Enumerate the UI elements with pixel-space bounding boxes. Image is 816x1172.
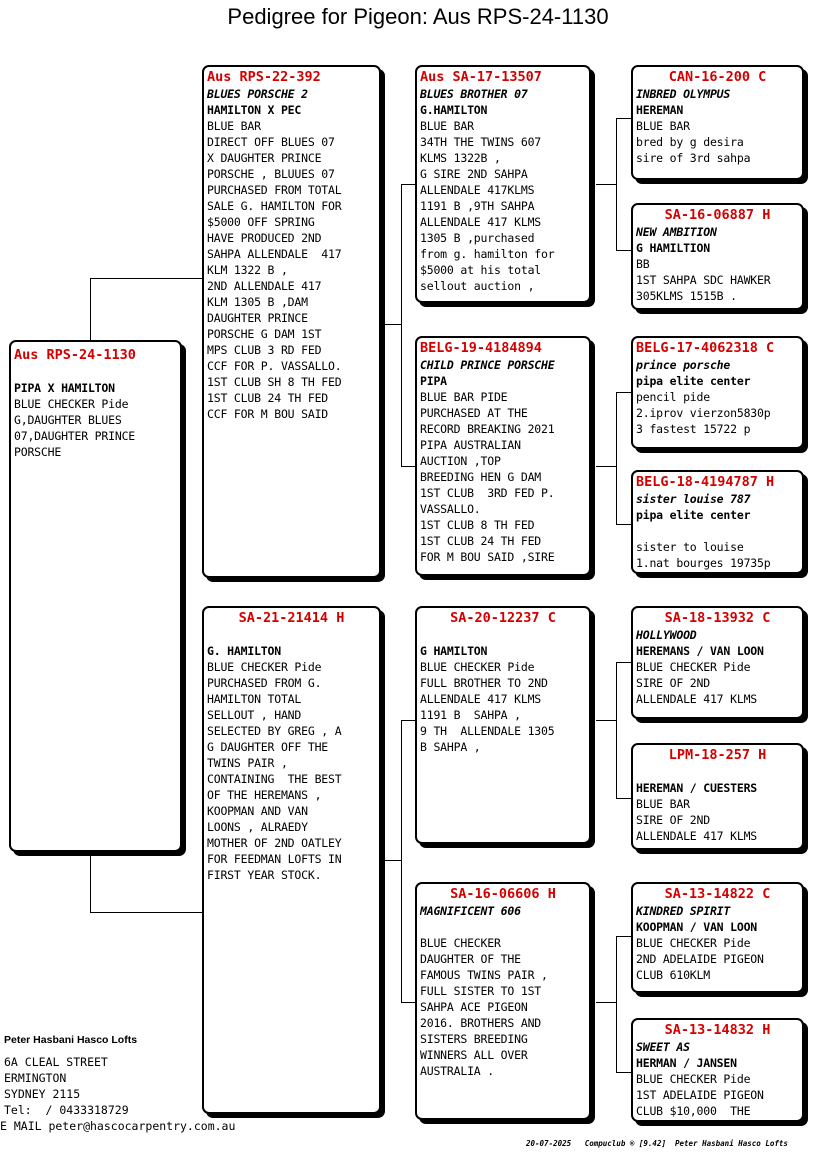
- connector-line: [616, 250, 632, 251]
- owner-address-line: SYDNEY 2115: [4, 1087, 81, 1101]
- info-line: DAUGHTER OF THE: [420, 952, 521, 966]
- breeder-line: pipa elite center: [636, 374, 751, 388]
- pigeon-name: BLUES BROTHER 07: [420, 87, 528, 101]
- info-line: sire of 3rd sahpa: [636, 151, 751, 165]
- info-line: 1ST SAHPA SDC HAWKER: [636, 273, 771, 287]
- owner-phone: Tel: / 0433318729: [4, 1103, 129, 1117]
- info-line: BLUE CHECKER: [420, 936, 501, 950]
- breeder-line: HEREMANS / VAN LOON: [636, 644, 764, 658]
- info-line: SALE G. HAMILTON FOR: [207, 199, 342, 213]
- connector-line: [616, 524, 632, 525]
- sire-sire-dam-card: [631, 203, 804, 310]
- info-line: OF THE HEREMANS ,: [207, 788, 322, 802]
- connector-line: [596, 466, 617, 467]
- info-line: bred by g desira: [636, 135, 744, 149]
- info-line: BLUE BAR: [420, 119, 474, 133]
- info-line: pencil pide: [636, 390, 710, 404]
- sire-dam-sire-card: [631, 336, 804, 449]
- info-line: PORSCHE , BLUUES 07: [207, 167, 335, 181]
- info-line: 1ST CLUB 8 TH FED: [420, 518, 535, 532]
- dam-sire-card: [415, 606, 591, 844]
- connector-line: [90, 278, 204, 279]
- info-line: HAVE PRODUCED 2ND: [207, 231, 322, 245]
- info-line: $5000 OFF SPRING: [207, 215, 315, 229]
- info-line: ALLENDALE 417 KLMS: [420, 692, 542, 706]
- info-line: 1ST CLUB SH 8 TH FED: [207, 375, 342, 389]
- dam-dam-sire-card: [631, 882, 804, 993]
- dam-dam-dam-card: [631, 1018, 804, 1122]
- info-line: KOOPMAN AND VAN: [207, 804, 308, 818]
- ring-number: CAN-16-200 C: [668, 69, 767, 85]
- breeder-line: HERMAN / JANSEN: [636, 1056, 737, 1070]
- breeder-line: G HAMILTION: [636, 241, 710, 255]
- sire-dam-card: [415, 336, 591, 576]
- info-line: FIRST YEAR STOCK.: [207, 868, 322, 882]
- ring-number: Aus RPS-22-392: [207, 69, 321, 85]
- ring-number: Aus SA-17-13507: [420, 69, 542, 85]
- breeder-line: G.HAMILTON: [420, 103, 488, 117]
- info-line: FOR M BOU SAID ,SIRE: [420, 550, 555, 564]
- info-line: PIPA AUSTRALIAN: [420, 438, 521, 452]
- info-line: DAUGHTER PRINCE: [207, 311, 308, 325]
- breeder-line: G. HAMILTON: [207, 644, 281, 658]
- info-line: BLUE BAR PIDE: [420, 390, 508, 404]
- connector-line: [381, 860, 402, 861]
- info-line: DIRECT OFF BLUES 07: [207, 135, 335, 149]
- info-line: ALLENDALE 417 KLMS: [420, 215, 542, 229]
- info-line: PURCHASED FROM TOTAL: [207, 183, 342, 197]
- connector-line: [596, 1002, 617, 1003]
- info-line: SELECTED BY GREG , A: [207, 724, 342, 738]
- info-line: [14, 364, 177, 380]
- sire-card: [202, 65, 381, 578]
- breeder-line: HEREMAN / CUESTERS: [636, 781, 758, 795]
- info-line: SIRE OF 2ND: [636, 676, 710, 690]
- info-line: B SAHPA ,: [420, 740, 481, 754]
- subject-pigeon-card: [9, 340, 182, 852]
- info-line: 1ST CLUB 3RD FED P.: [420, 486, 555, 500]
- dam-dam-card: [415, 882, 591, 1120]
- info-line: 1ST ADELAIDE PIGEON: [636, 1088, 764, 1102]
- info-line: sister to louise: [636, 540, 744, 554]
- pigeon-name: CHILD PRINCE PORSCHE: [420, 358, 555, 372]
- info-line: 3 fastest 15722 p: [636, 422, 751, 436]
- connector-line: [596, 720, 617, 721]
- info-line: BLUE CHECKER Pide: [636, 936, 751, 950]
- info-line: 2ND ADELAIDE PIGEON: [636, 952, 764, 966]
- breeder-line: HEREMAN: [636, 103, 684, 117]
- info-line: 305KLMS 1515B .: [636, 289, 737, 303]
- info-line: VASSALLO.: [420, 502, 481, 516]
- info-line: FOR FEEDMAN LOFTS IN: [207, 852, 342, 866]
- info-line: 1ST CLUB 24 TH FED: [420, 534, 542, 548]
- info-line: G,DAUGHTER BLUES: [14, 413, 122, 427]
- connector-line: [381, 324, 402, 325]
- ring-number: BELG-18-4194787 H: [636, 474, 775, 490]
- owner-email: E MAIL peter@hascocarpentry.com.au: [0, 1119, 236, 1133]
- ring-number: SA-21-21414 H: [238, 610, 345, 626]
- info-line: MOTHER OF 2ND OATLEY: [207, 836, 342, 850]
- info-line: BLUE CHECKER Pide: [420, 660, 535, 674]
- connector-line: [616, 118, 632, 119]
- info-line: ALLENDALE 417 KLMS: [636, 829, 758, 843]
- info-line: BLUE CHECKER Pide: [207, 660, 322, 674]
- info-line: RECORD BREAKING 2021: [420, 422, 555, 436]
- info-line: G DAUGHTER OFF THE: [207, 740, 329, 754]
- ring-number: LPM-18-257 H: [668, 747, 767, 763]
- info-line: CLUB 610KLM: [636, 968, 710, 982]
- ring-number: Aus RPS-24-1130: [14, 347, 136, 363]
- dam-sire-dam-card: [631, 743, 804, 850]
- info-line: AUCTION ,TOP: [420, 454, 501, 468]
- info-line: FULL SISTER TO 1ST: [420, 984, 542, 998]
- connector-line: [90, 852, 91, 912]
- info-line: BLUE CHECKER Pide: [14, 397, 129, 411]
- ring-number: SA-18-13932 C: [664, 610, 771, 626]
- info-line: PURCHASED AT THE: [420, 406, 528, 420]
- info-line: CLUB $10,000 THE: [636, 1104, 751, 1118]
- info-line: WINNERS ALL OVER: [420, 1048, 528, 1062]
- info-line: SAHPA ALLENDALE 417: [207, 247, 342, 261]
- info-line: 34TH THE TWINS 607: [420, 135, 542, 149]
- owner-name: Peter Hasbani Hasco Lofts: [4, 1034, 138, 1046]
- connector-line: [616, 392, 632, 393]
- info-line: HAMILTON TOTAL: [207, 692, 302, 706]
- connector-line: [596, 184, 617, 185]
- info-line: CONTAINING THE BEST: [207, 772, 342, 786]
- connector-line: [616, 662, 617, 798]
- info-line: BLUE BAR: [636, 119, 690, 133]
- owner-details: [0, 1034, 236, 1134]
- info-line: ALLENDALE 417KLMS: [420, 183, 535, 197]
- info-line: 1.nat bourges 19735p: [636, 556, 771, 570]
- info-line: BB: [636, 257, 650, 271]
- connector-line: [90, 278, 91, 340]
- connector-line: [616, 662, 632, 663]
- info-line: KLM 1305 B ,DAM: [207, 295, 308, 309]
- info-line: PORSCHE: [14, 445, 62, 459]
- info-line: sellout auction ,: [420, 279, 535, 293]
- info-line: 1191 B ,9TH SAHPA: [420, 199, 535, 213]
- pigeon-name: BLUES PORSCHE 2: [207, 87, 308, 101]
- info-line: [636, 523, 799, 539]
- pigeon-name: sister louise 787: [636, 492, 751, 506]
- owner-address-line: ERMINGTON: [4, 1071, 67, 1085]
- pigeon-name: INBRED OLYMPUS: [636, 87, 731, 101]
- sire-dam-dam-card: [631, 470, 804, 574]
- pigeon-name: HOLLYWOOD: [636, 628, 697, 642]
- connector-line: [616, 118, 617, 250]
- info-line: BREEDING HEN G DAM: [420, 470, 542, 484]
- info-line: KLM 1322 B ,: [207, 263, 288, 277]
- info-line: 2016. BROTHERS AND: [420, 1016, 542, 1030]
- info-line: SISTERS BREEDING: [420, 1032, 528, 1046]
- ring-number: SA-13-14822 C: [664, 886, 771, 902]
- breeder-line: HAMILTON X PEC: [207, 103, 302, 117]
- info-line: BLUE BAR: [207, 119, 261, 133]
- connector-line: [90, 912, 204, 913]
- pigeon-name: prince porsche: [636, 358, 731, 372]
- info-line: 07,DAUGHTER PRINCE: [14, 429, 136, 443]
- info-line: 1ST CLUB 24 TH FED: [207, 391, 329, 405]
- owner-address-line: 6A CLEAL STREET: [4, 1055, 108, 1069]
- info-line: from g. hamilton for: [420, 247, 555, 261]
- info-line: [636, 764, 799, 780]
- info-line: ALLENDALE 417 KLMS: [636, 692, 758, 706]
- info-line: 1305 B ,purchased: [420, 231, 535, 245]
- connector-line: [616, 798, 632, 799]
- sire-sire-card: [415, 65, 591, 303]
- breeder-line: KOOPMAN / VAN LOON: [636, 920, 758, 934]
- breeder-line: pipa elite center: [636, 508, 751, 522]
- info-line: SAHPA ACE PIGEON: [420, 1000, 528, 1014]
- info-line: BLUE BAR: [636, 797, 690, 811]
- info-line: [207, 627, 376, 643]
- info-line: SELLOUT , HAND: [207, 708, 302, 722]
- info-line: 2ND ALLENDALE 417: [207, 279, 322, 293]
- cross-line: PIPA X HAMILTON: [14, 381, 115, 395]
- page-title: Pedigree for Pigeon: Aus RPS-24-1130: [227, 4, 609, 29]
- info-line: KLMS 1322B ,: [420, 151, 501, 165]
- pigeon-name: KINDRED SPIRIT: [636, 904, 731, 918]
- info-line: 1191 B SAHPA ,: [420, 708, 521, 722]
- ring-number: SA-16-06606 H: [450, 886, 556, 902]
- dam-sire-sire-card: [631, 606, 804, 719]
- info-line: 2.iprov vierzon5830p: [636, 406, 771, 420]
- info-line: BLUE CHECKER Pide: [636, 660, 751, 674]
- info-line: CCF FOR M BOU SAID: [207, 407, 329, 421]
- info-line: FULL BROTHER TO 2ND: [420, 676, 548, 690]
- info-line: LOONS , ALRAEDY: [207, 820, 308, 834]
- info-line: FAMOUS TWINS PAIR ,: [420, 968, 548, 982]
- ring-number: SA-20-12237 C: [450, 610, 556, 626]
- info-line: $5000 at his total: [420, 263, 542, 277]
- info-line: PORSCHE G DAM 1ST: [207, 327, 322, 341]
- connector-line: [616, 936, 617, 1072]
- info-line: G SIRE 2ND SAHPA: [420, 167, 528, 181]
- info-line: AUSTRALIA .: [420, 1064, 494, 1078]
- info-line: SIRE OF 2ND: [636, 813, 710, 827]
- ring-number: SA-16-06887 H: [664, 207, 771, 223]
- footer-credit: 20-07-2025 Compuclub ® [9.42] Peter Hasbani Hasco Lofts: [526, 1139, 788, 1148]
- connector-line: [616, 392, 617, 524]
- connector-line: [401, 184, 402, 466]
- pigeon-name: MAGNIFICENT 606: [420, 904, 521, 918]
- info-line: CCF FOR P. VASSALLO.: [207, 359, 342, 373]
- info-line: BLUE CHECKER Pide: [636, 1072, 751, 1086]
- breeder-line: PIPA: [420, 374, 447, 388]
- ring-number: BELG-19-4184894: [420, 340, 542, 356]
- pigeon-name: NEW AMBITION: [636, 225, 717, 239]
- ring-number: BELG-17-4062318 C: [636, 340, 775, 356]
- info-line: [420, 627, 586, 643]
- info-line: PURCHASED FROM G.: [207, 676, 322, 690]
- info-line: TWINS PAIR ,: [207, 756, 288, 770]
- info-line: 9 TH ALLENDALE 1305: [420, 724, 555, 738]
- connector-line: [401, 720, 402, 1002]
- info-line: X DAUGHTER PRINCE: [207, 151, 322, 165]
- info-line: [420, 919, 586, 935]
- connector-line: [616, 936, 632, 937]
- info-line: MPS CLUB 3 RD FED: [207, 343, 322, 357]
- breeder-line: G HAMILTON: [420, 644, 488, 658]
- connector-line: [616, 1072, 632, 1073]
- ring-number: SA-13-14832 H: [664, 1022, 771, 1038]
- pigeon-name: SWEET AS: [636, 1040, 690, 1054]
- sire-sire-sire-card: [631, 65, 804, 180]
